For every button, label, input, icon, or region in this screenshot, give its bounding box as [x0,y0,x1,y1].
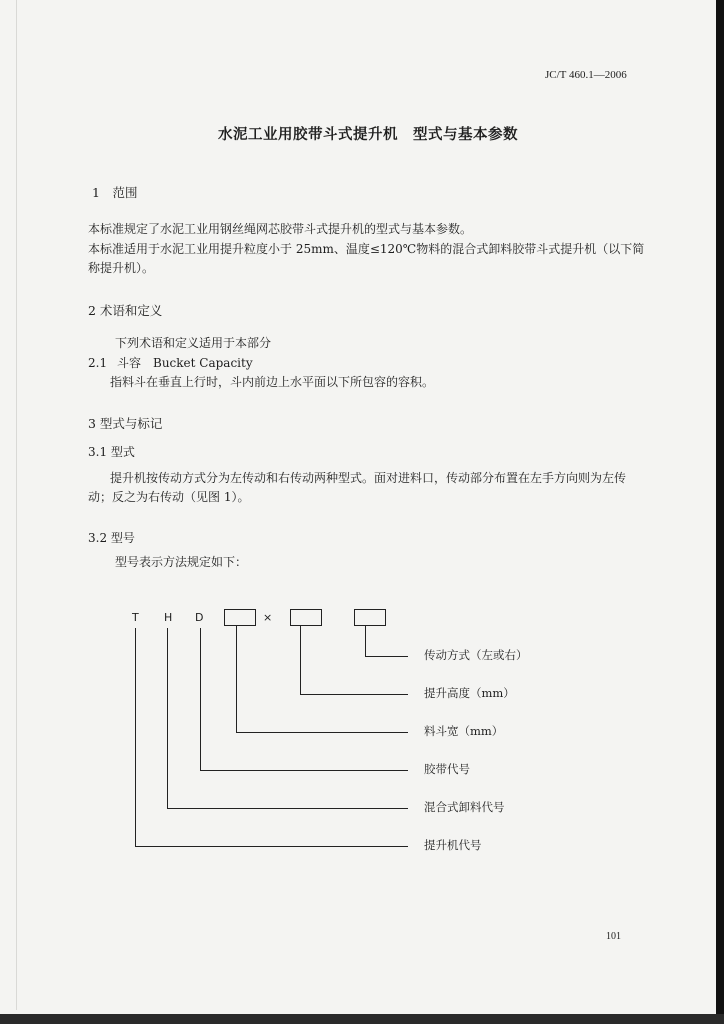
section-3-1-heading: 3.1 型式 [88,445,135,459]
section-2-intro: 下列术语和定义适用于本部分 [115,336,272,350]
section-1-para-1: 本标准规定了水泥工业用钢丝绳网芯胶带斗式提升机的型式与基本参数。 [88,222,473,236]
section-3-2-intro: 型号表示方法规定如下： [115,555,248,569]
section-1-para-2-line-2: 称提升机）。 [88,261,155,275]
scan-gutter-line [16,0,17,1010]
leader-line-height-vertical [300,626,301,694]
label-lift-height: 提升高度（mm） [424,686,515,700]
section-2-1-definition: 指料斗在垂直上行时，斗内前边上水平面以下所包容的容积。 [110,375,435,389]
leader-line-width-vertical [236,626,237,732]
section-3-2-heading: 3.2 型号 [88,531,135,545]
leader-line-h-horizontal [167,808,408,809]
leader-line-width-horizontal [236,732,408,733]
page-title: 水泥工业用胶带斗式提升机 型式与基本参数 [218,126,518,143]
label-discharge-code: 混合式卸料代号 [424,800,505,814]
leader-line-height-horizontal [300,694,408,695]
scan-edge-bottom [0,1014,724,1024]
diagram-box-drive-mode [354,609,386,626]
leader-line-drive-vertical [365,626,366,656]
section-2-heading: 2 术语和定义 [88,303,163,318]
section-3-heading: 3 型式与标记 [88,416,163,431]
doc-code: JC/T 460.1—2006 [545,69,627,81]
leader-line-h-vertical [167,628,168,808]
label-belt-code: 胶带代号 [424,762,470,776]
leader-line-t-vertical [135,628,136,846]
label-elevator-code: 提升机代号 [424,838,482,852]
diagram-times-sign: × [263,611,273,624]
section-1-para-2-line-1: 本标准适用于水泥工业用提升粒度小于 25mm、温度≤120℃物料的混合式卸料胶带斗式提升机（以下简 [88,242,645,256]
diagram-letter-h: H [164,611,173,624]
label-bucket-width: 料斗宽（mm） [424,724,504,738]
section-3-1-line-1: 提升机按传动方式分为左传动和右传动两种型式。面对进料口，传动部分布置在左手方向则为左传 [110,471,627,485]
section-1-heading: 1 范围 [92,185,138,200]
diagram-letter-d: D [195,611,204,624]
leader-line-drive-horizontal [365,656,408,657]
diagram-letter-t: T [132,611,139,624]
diagram-box-lift-height [290,609,322,626]
section-2-1-number: 2.1 [88,356,108,370]
diagram-box-bucket-width [224,609,256,626]
label-drive-mode: 传动方式（左或右） [424,648,528,662]
leader-line-t-horizontal [135,846,408,847]
page-number: 101 [606,931,621,942]
section-3-1-line-2: 动；反之为右传动（见图 1）。 [88,490,250,504]
leader-line-d-horizontal [200,770,408,771]
leader-line-d-vertical [200,628,201,770]
section-2-1-term: 斗容 Bucket Capacity [117,356,253,370]
scan-edge-right [716,0,724,1024]
